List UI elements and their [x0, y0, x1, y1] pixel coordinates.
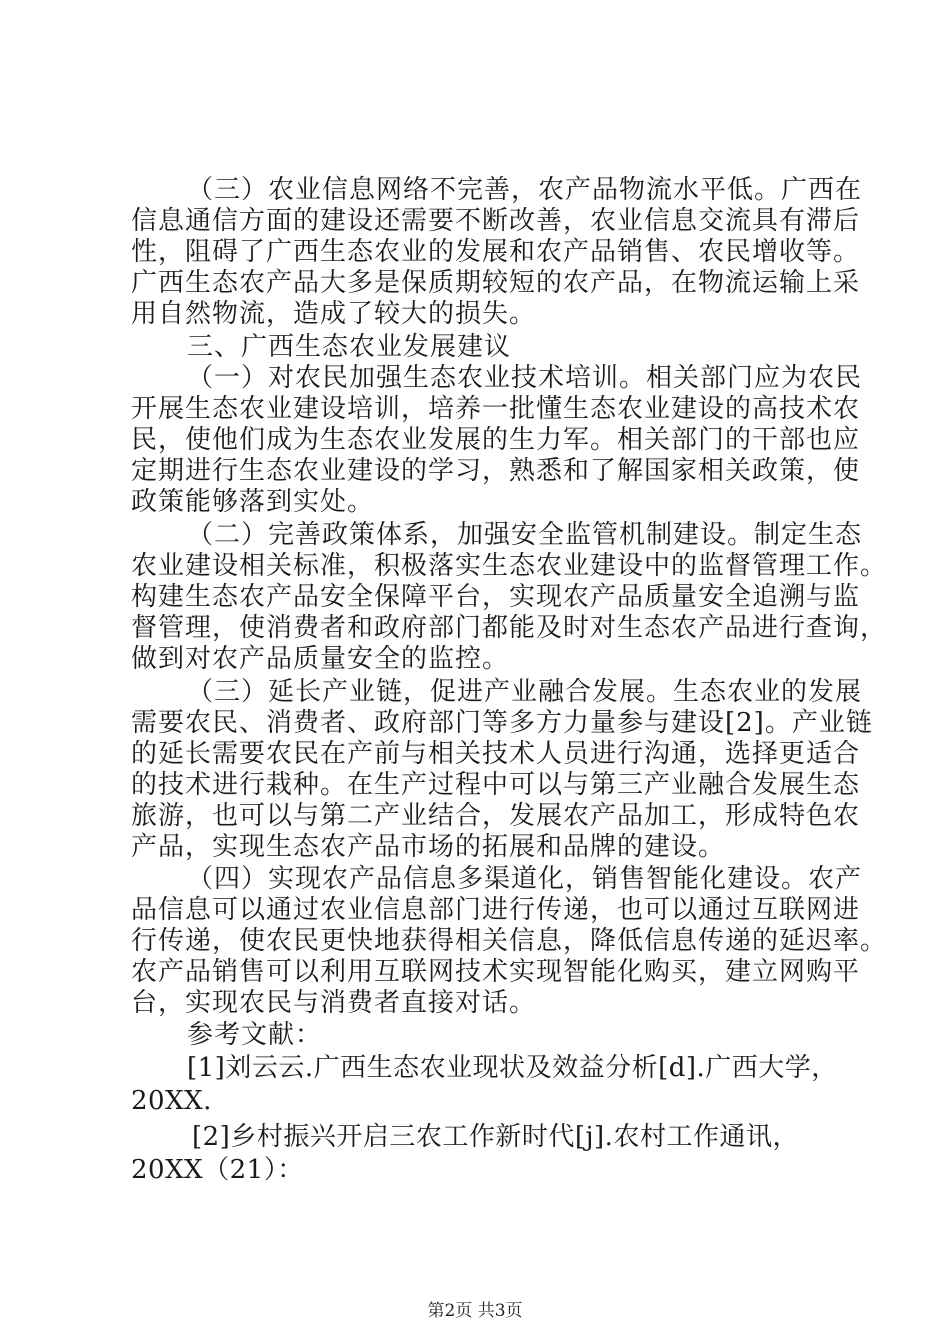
text-line: 20XX. — [131, 1086, 212, 1116]
text-line: 农业建设相关标准，积极落实生态农业建设中的监督管理工作。 — [131, 551, 888, 581]
text-line: （四）实现农产品信息多渠道化，销售智能化建设。农产 — [187, 864, 863, 894]
text-line: 台，实现农民与消费者直接对话。 — [131, 988, 537, 1018]
text-line: 开展生态农业建设培训，培养一批懂生态农业建设的高技术农 — [131, 394, 861, 424]
text-line: 督管理，使消费者和政府部门都能及时对生态农产品进行查询， — [131, 613, 888, 643]
text-line: 性，阻碍了广西生态农业的发展和农产品销售、农民增收等。 — [131, 237, 861, 267]
text-line: 用自然物流，造成了较大的损失。 — [131, 299, 537, 329]
text-line: 民，使他们成为生态农业发展的生力军。相关部门的干部也应 — [131, 425, 861, 455]
text-line: （一）对农民加强生态农业技术培训。相关部门应为农民 — [187, 363, 863, 393]
text-line: 需要农民、消费者、政府部门等多方力量参与建设[2]。产业链 — [131, 708, 873, 738]
references-heading: 参考文献： — [187, 1020, 323, 1050]
text-line: 广西生态农产品大多是保质期较短的农产品，在物流运输上采 — [131, 268, 861, 298]
text-line: （三）农业信息网络不完善，农产品物流水平低。广西在 — [187, 175, 863, 205]
text-line: 行传递，使农民更快地获得相关信息，降低信息传递的延迟率。 — [131, 926, 888, 956]
section-heading: 三、广西生态农业发展建议 — [187, 332, 512, 362]
text-line: （三）延长产业链，促进产业融合发展。生态农业的发展 — [187, 677, 863, 707]
text-line: 定期进行生态农业建设的学习，熟悉和了解国家相关政策，使 — [131, 456, 861, 486]
text-line: 旅游，也可以与第二产业结合，发展农产品加工，形成特色农 — [131, 801, 861, 831]
text-line: 农产品销售可以利用互联网技术实现智能化购买，建立网购平 — [131, 957, 861, 987]
text-line: 的技术进行栽种。在生产过程中可以与第三产业融合发展生态 — [131, 770, 861, 800]
text-line: 信息通信方面的建设还需要不断改善，农业信息交流具有滞后 — [131, 206, 861, 236]
text-line: 20XX（21）： — [131, 1155, 304, 1185]
page-number-footer: 第2页 共3页 — [427, 1301, 523, 1321]
text-line: （二）完善政策体系，加强安全监管机制建设。制定生态 — [187, 520, 863, 550]
text-line: 构建生态农产品安全保障平台，实现农产品质量安全追溯与监 — [131, 582, 861, 612]
text-line: 品信息可以通过农业信息部门进行传递，也可以通过互联网进 — [131, 895, 861, 925]
text-line: 做到对农产品质量安全的监控。 — [131, 644, 510, 674]
text-line: [1]刘云云.广西生态农业现状及效益分析[d].广西大学， — [187, 1053, 838, 1083]
text-line: 的延长需要农民在产前与相关技术人员进行沟通，选择更适合 — [131, 739, 861, 769]
text-line: 产品，实现生态农产品市场的拓展和品牌的建设。 — [131, 832, 726, 862]
text-line: [2]乡村振兴开启三农工作新时代[j].农村工作通讯， — [192, 1122, 799, 1152]
text-line: 政策能够落到实处。 — [131, 487, 375, 517]
